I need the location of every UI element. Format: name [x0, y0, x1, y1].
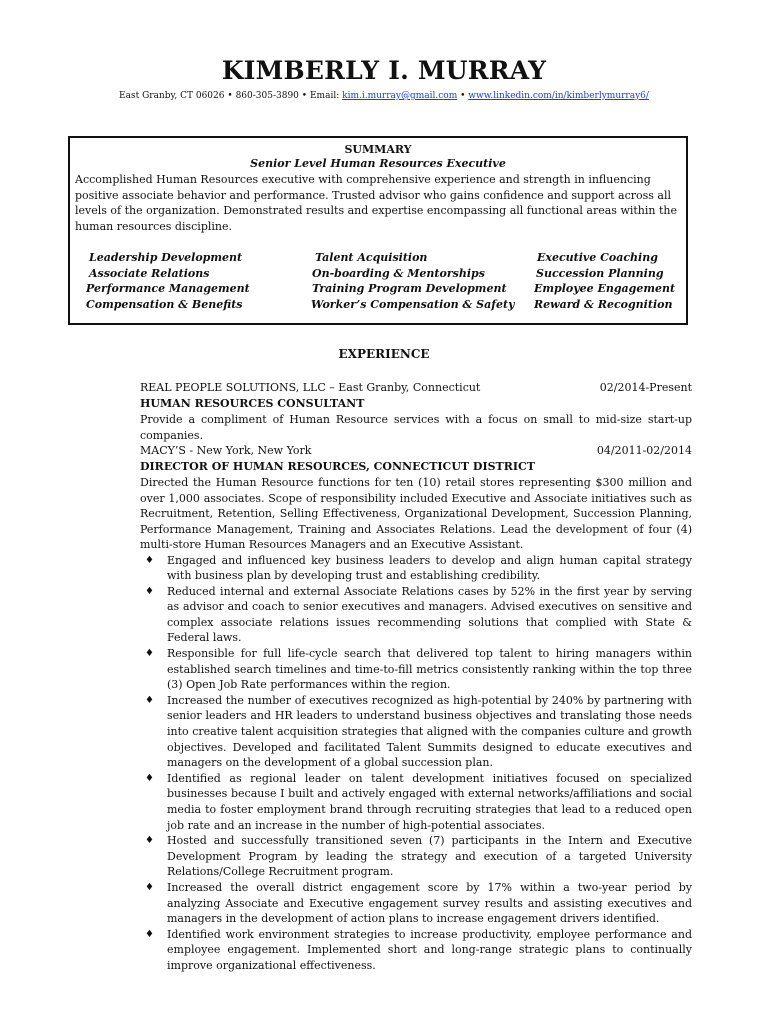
job-header	[140, 443, 692, 459]
skill-item: Employee Engagement	[534, 282, 676, 295]
skills-column	[86, 250, 250, 312]
summary-subtitle: Senior Level Human Resources Executive	[250, 157, 506, 170]
candidate-name: KIMBERLY I. MURRAY	[221, 56, 547, 85]
job-dates: 04/2011-02/2014	[596, 444, 692, 457]
achievement-text: Increased the number of executives recognized as high-potential by 240% by partnering with senior leaders and HR leaders to understand business objectives and translating those needs into creative talent acquisition strategies that aligned with the companies culture and growth objectives. Developed and facilitated Talent Summits designed to educate executives and managers on the development of a global succession plan.	[167, 693, 692, 770]
skill-item: Succession Planning	[536, 266, 664, 280]
skill-item: Training Program Development	[312, 282, 507, 295]
skill-item: Reward & Recognition	[534, 297, 673, 311]
job-description: Directed the Human Resource functions for ten (10) retail stores representing $300 million and over 1,000 associates. Scope of responsibility included Executive and Associate initiatives such as Recruitment, Retention, Selling Effectiveness, Organizational Development, Succession Planning, Performance Management, Training and Associates Relations. Lead the development of four (4) multi-store Human Resources Managers and an Executive Assistant.	[140, 476, 692, 551]
email-link[interactable]: kim.i.murray@gmail.com	[342, 91, 458, 101]
job-entry	[140, 443, 692, 974]
separator-dot: •	[227, 91, 233, 101]
skills-column	[311, 250, 514, 312]
job-dates: 02/2014-Present	[599, 381, 692, 394]
skill-item: On-boarding & Mentorships	[312, 266, 485, 280]
achievement-text: Identified as regional leader on talent development initiatives focused on specialized businesses because I built and actively engaged with external networks/affiliations and social media to foster employment brand through recruiting strategies that lead to a reduced open job rate and an increase in the number of high-potential associates.	[167, 771, 692, 832]
diamond-bullet-icon: ♦	[145, 694, 154, 706]
skill-item: Associate Relations	[89, 266, 210, 280]
location-text: East Granby, CT 06026	[119, 91, 225, 101]
achievement-text: Reduced internal and external Associate Relations cases by 52% in the first year by serving as advisor and coach to senior executives and managers. Advised executives on sensitive and complex associate relations issues recommending solutions that complied with State & Federal laws.	[167, 584, 692, 645]
achievement-item	[140, 771, 692, 833]
achievement-item	[140, 693, 692, 771]
achievement-text: Increased the overall district engagement score by 17% within a two-year period by analyzing Associate and Executive engagement survey results and assisting executives and managers in the development of action plans to increase engagement drivers identified.	[167, 880, 692, 926]
company-name: REAL PEOPLE SOLUTIONS, LLC – East Granby, Connecticut	[140, 381, 481, 394]
achievement-item	[140, 833, 692, 880]
achievement-item	[140, 584, 692, 646]
achievement-list	[140, 553, 692, 974]
achievement-item	[140, 927, 692, 974]
diamond-bullet-icon: ♦	[145, 585, 154, 597]
summary-text: Accomplished Human Resources executive with comprehensive experience and strength in influencing positive associate behavior and performance. Trusted advisor who gains confidence and support across all levels of the organization. Demonstrated results and expertise encompassing all functional areas within the human resources discipline.	[75, 173, 678, 233]
email-label: Email:	[309, 91, 340, 101]
summary-box	[68, 136, 688, 325]
linkedin-link[interactable]: www.linkedin.com/in/kimberlymurray6/	[468, 91, 649, 101]
job-title: HUMAN RESOURCES CONSULTANT	[140, 397, 365, 410]
skill-item: Compensation & Benefits	[86, 297, 243, 311]
job-title: DIRECTOR OF HUMAN RESOURCES, CONNECTICUT DISTRICT	[140, 460, 535, 473]
summary-title: SUMMARY	[344, 143, 412, 156]
achievement-text: Engaged and influenced key business leaders to develop and align human capital strategy with business plan by developing trust and establishing credibility.	[167, 553, 692, 583]
diamond-bullet-icon: ♦	[145, 835, 154, 847]
achievement-text: Responsible for full life-cycle search that delivered top talent to hiring managers within established search timelines and time-to-fill metrics consistently ranking within the top three (3) Open Job Rate performances within the region.	[167, 647, 692, 692]
company-name: MACY’S - New York, New York	[140, 444, 312, 457]
diamond-bullet-icon: ♦	[145, 881, 154, 893]
achievement-item	[140, 646, 692, 693]
achievement-item	[140, 553, 692, 584]
skill-item: Performance Management	[86, 282, 250, 295]
phone-text: 860-305-3890	[235, 91, 299, 101]
skill-item: Leadership Development	[89, 251, 243, 264]
experience-title: EXPERIENCE	[338, 347, 430, 361]
job-entry	[140, 380, 692, 443]
separator-dot: •	[301, 91, 308, 101]
job-description: Provide a compliment of Human Resource services with a focus on small to mid-size start-up companies.	[140, 413, 692, 442]
achievement-item	[140, 880, 692, 927]
skills-column	[534, 250, 675, 312]
job-header	[140, 380, 692, 396]
skill-item: Worker’s Compensation & Safety	[311, 297, 515, 311]
separator-dot: •	[460, 91, 466, 101]
skill-item: Executive Coaching	[537, 251, 658, 264]
achievement-text: Identified work environment strategies to increase productivity, employee performance and employee engagement. Implemented short and long-range strategic plans to continually improve organizational effectiveness.	[167, 927, 692, 972]
contact-line	[0, 91, 768, 101]
skill-item: Talent Acquisition	[315, 251, 428, 264]
diamond-bullet-icon: ♦	[145, 648, 154, 660]
diamond-bullet-icon: ♦	[145, 554, 154, 566]
achievement-text: Hosted and successfully transitioned seven (7) participants in the Intern and Executive Development Program by leading the strategy and execution of a targeted University Relations/College Recruitment program.	[167, 834, 692, 879]
diamond-bullet-icon: ♦	[145, 772, 154, 784]
diamond-bullet-icon: ♦	[145, 928, 154, 940]
